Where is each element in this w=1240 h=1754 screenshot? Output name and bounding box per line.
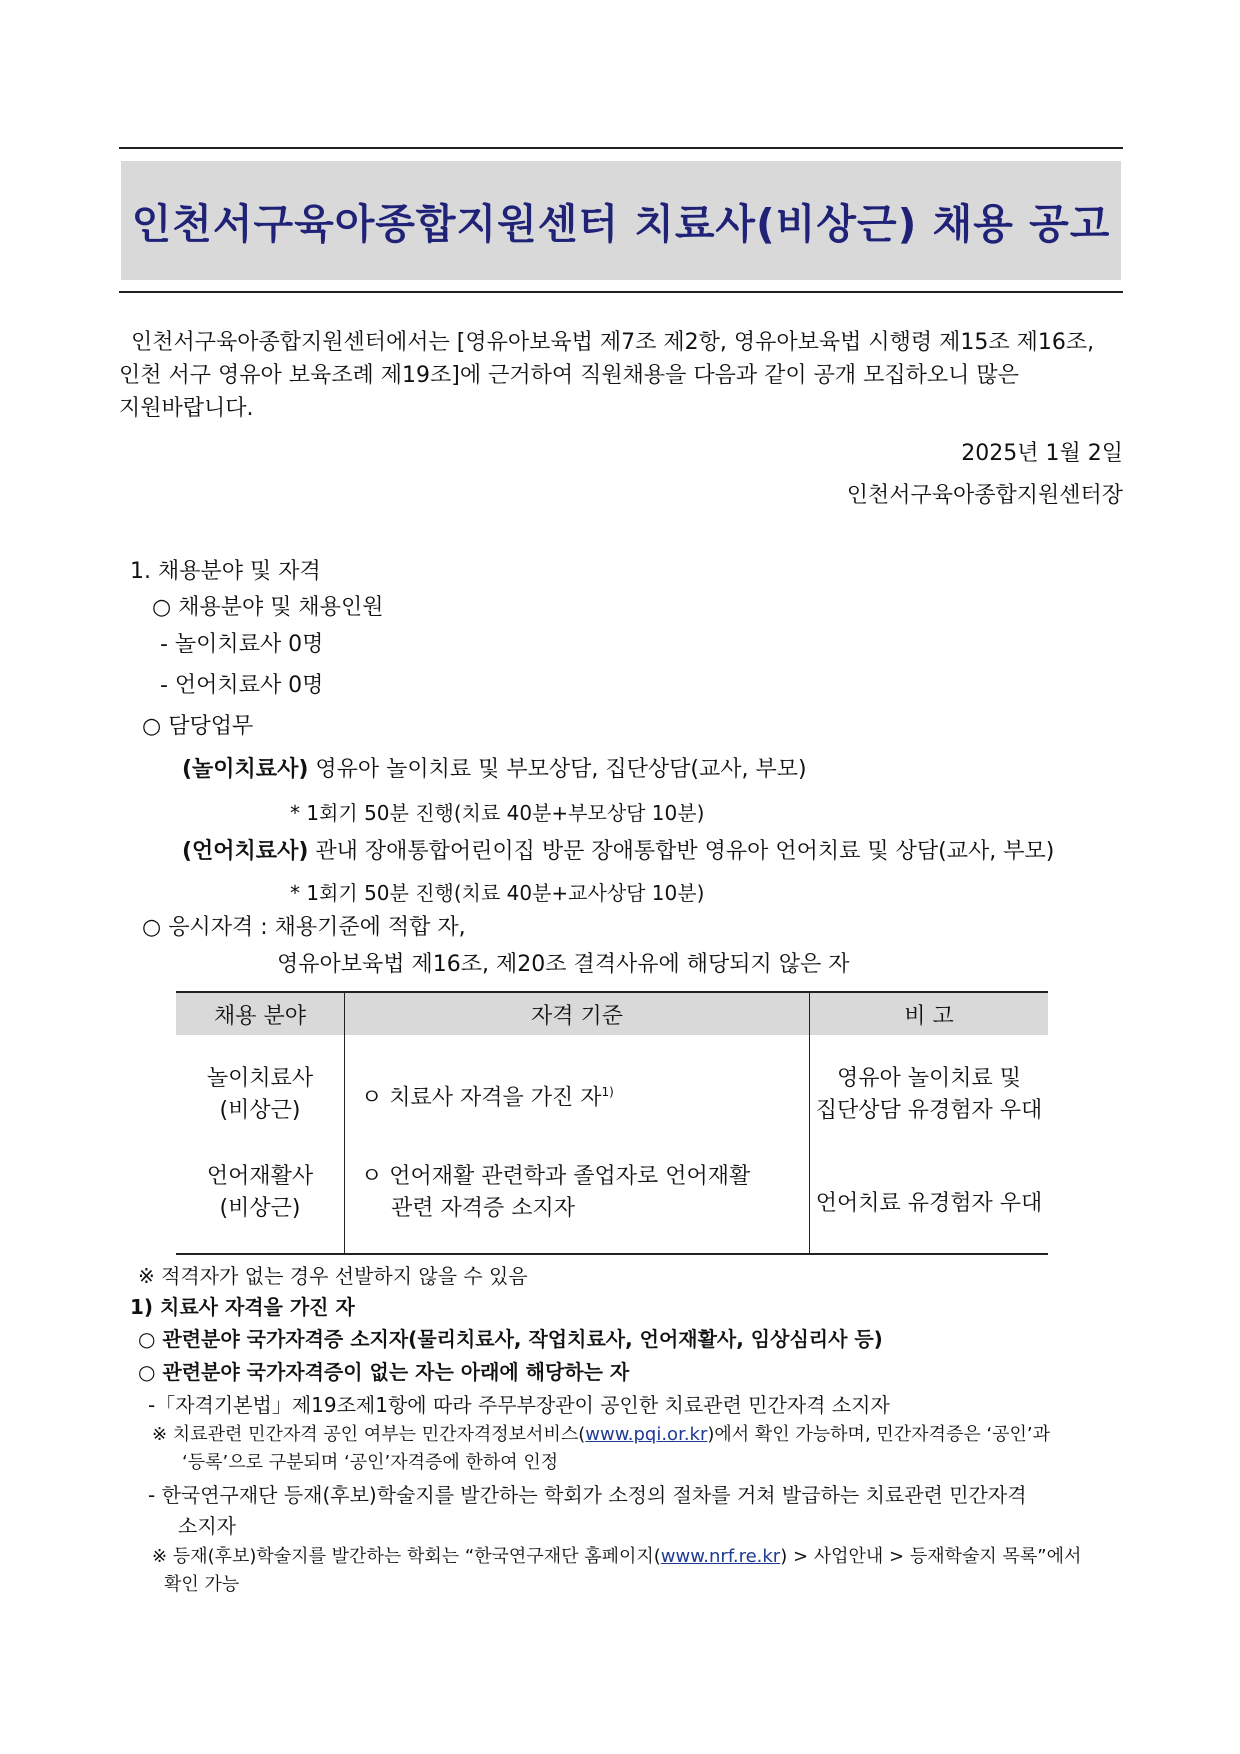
duty-play-text: 영유아 놀이치료 및 부모상담, 집단상담(교사, 부모) [308,757,807,782]
duty-speech-label: (언어치료사) [182,839,309,864]
row2-field [176,1155,345,1254]
issuer: 인천서구육아종합지원센터장 [846,483,1123,508]
header-note: 비 고 [810,992,1049,1035]
sub1-note-text-a: ※ 치료관련 민간자격 공인 여부는 민간자격정보서비스( [152,1424,586,1445]
duty-heading: ○ 담당업무 [142,714,254,739]
no-candidate-note: ※ 적격자가 없는 경우 선발하지 않을 수 있음 [138,1264,528,1288]
title-bottom-rule [119,291,1123,293]
row2-criteria-line-2: 관련 자격증 소지자 [391,1196,576,1221]
top-rule [119,147,1123,149]
row2-criteria-line-1: ㅇ 언어재활 관련학과 졸업자로 언어재활 [361,1164,751,1189]
sub1-note-text-b: )에서 확인 가능하며, 민간자격증은 ‘공인’과 [707,1424,1051,1445]
header-criteria: 자격 기준 [345,992,810,1035]
header-field: 채용 분야 [176,992,345,1035]
sub2-note-text-a: ※ 등재(후보)학술지를 발간하는 학회는 “한국연구재단 홈페이지( [152,1546,661,1567]
page-title: 인천서구육아종합지원센터 치료사(비상근) 채용 공고 [131,200,1111,248]
sub2-note-text-b: ) > 사업안내 > 등재학술지 목록”에서 [780,1546,1082,1567]
row1-note-line-2: 집단상담 유경험자 우대 [815,1098,1043,1123]
footnote-item-1: ○ 관련분야 국가자격증 소지자(물리치료사, 작업치료사, 언어재활사, 임상심리사 등) [138,1327,883,1351]
qualification-table [176,991,1048,1255]
footnote-sub-2: - 한국연구재단 등재(후보)학술지를 발간하는 학회가 소정의 절차를 거쳐 발급하는 치료관련 민간자격 [148,1483,1027,1507]
duty-speech-text: 관내 장애통합어린이집 방문 장애통합반 영유아 언어치료 및 상담(교사, 부모) [308,839,1055,864]
pqi-link[interactable]: www.pqi.or.kr [585,1424,708,1445]
row1-note [810,1035,1049,1155]
table-row [176,1155,1048,1254]
qualification-heading: ○ 응시자격 : 채용기준에 적합 자, [142,915,466,940]
row2-field-name: 언어재활사 [206,1164,314,1189]
row1-field-name: 놀이치료사 [206,1066,314,1091]
row2-note [810,1155,1049,1254]
duty-speech [182,838,1054,866]
row2-field-type: (비상근) [219,1196,301,1221]
recruit-heading: ○ 채용분야 및 채용인원 [152,595,384,620]
footnote-sub-2-cont: 소지자 [178,1514,236,1538]
footnote-sub-2-note [152,1544,1081,1570]
footnote-sub-1: -「자격기본법」제19조제1항에 따라 주무부장관이 공인한 치료관련 민간자격 소지자 [148,1393,890,1417]
recruit-item-speech: - 언어치료사 0명 [160,673,324,698]
duty-play-label: (놀이치료사) [182,757,309,782]
announcement-date: 2025년 1월 2일 [961,441,1123,466]
row1-field [176,1035,345,1155]
recruit-item-play: - 놀이치료사 0명 [160,632,324,657]
footnote-marker: 1) [601,1084,614,1099]
title-banner [121,161,1121,280]
footnote-sub-1-note [152,1422,1050,1448]
intro-paragraph [119,326,1123,425]
row2-criteria [345,1155,810,1254]
intro-line-2: 인천 서구 영유아 보육조례 제19조]에 근거하여 직원채용을 다음과 같이 공개 모집하오니 많은 [119,363,1019,388]
qualification-line-2: 영유아보육법 제16조, 제20조 결격사유에 해당되지 않은 자 [277,952,850,977]
table-header-row [176,992,1048,1035]
row1-criteria [345,1035,810,1155]
footnote-heading: 1) 치료사 자격을 가진 자 [130,1295,355,1319]
duty-play [182,756,807,784]
table-row [176,1035,1048,1155]
section-heading: 1. 채용분야 및 자격 [130,559,321,584]
duty-play-note: * 1회기 50분 진행(치료 40분+부모상담 10분) [290,801,705,825]
footnote-sub-2-note-cont: 확인 가능 [164,1574,240,1595]
row1-criteria-text: ㅇ 치료사 자격을 가진 자 [361,1085,602,1111]
intro-line-1: 인천서구육아종합지원센터에서는 [영유아보육법 제7조 제2항, 영유아보육법 시행령 제15조 제16조, [131,330,1095,355]
nrf-link[interactable]: www.nrf.re.kr [660,1546,781,1567]
row2-note-line-1: 언어치료 유경험자 우대 [815,1191,1043,1216]
footnote-sub-1-note-cont: ‘등록’으로 구분되며 ‘공인’자격증에 한하여 인정 [182,1452,559,1473]
row1-note-line-1: 영유아 놀이치료 및 [836,1066,1021,1091]
duty-speech-note: * 1회기 50분 진행(치료 40분+교사상담 10분) [290,881,705,905]
footnote-item-2: ○ 관련분야 국가자격증이 없는 자는 아래에 해당하는 자 [138,1360,630,1384]
intro-line-3: 지원바랍니다. [119,396,254,421]
row1-field-type: (비상근) [219,1098,301,1123]
